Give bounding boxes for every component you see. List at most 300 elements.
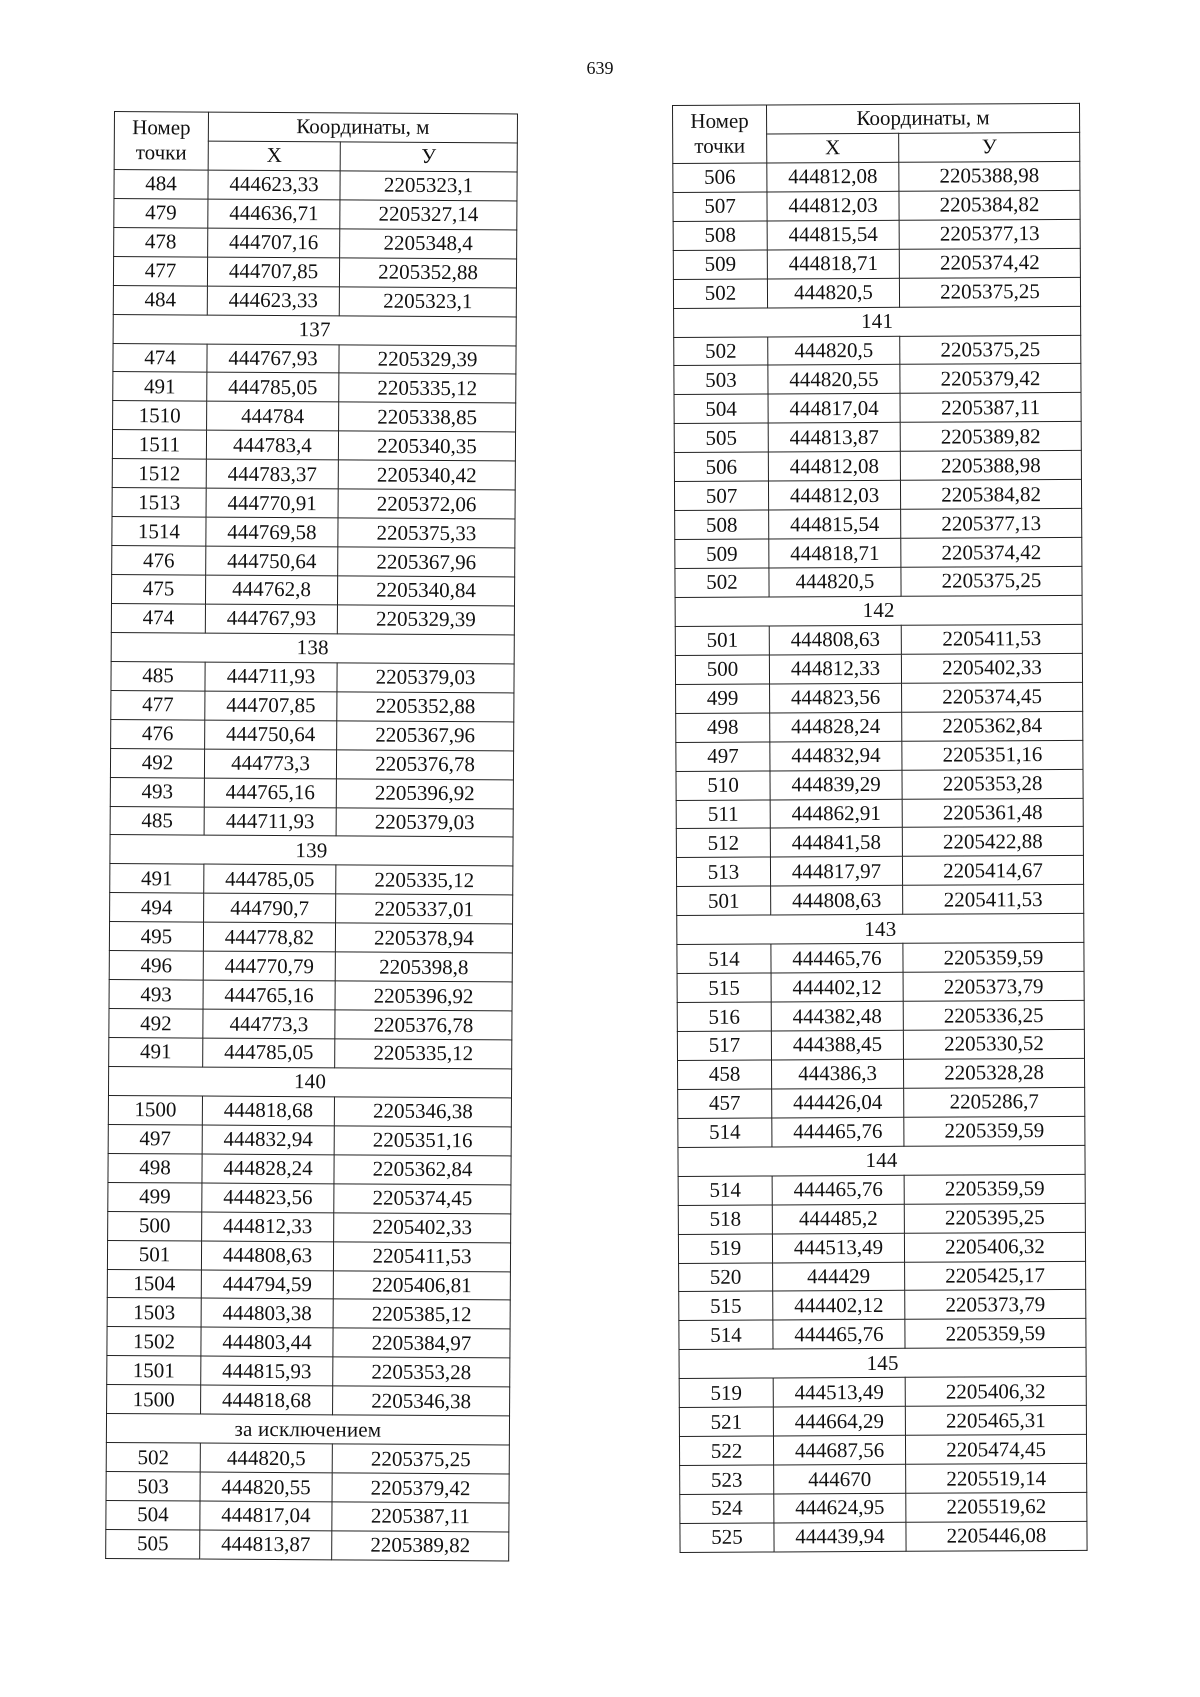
table-row <box>114 198 517 229</box>
table-row <box>677 1000 1084 1031</box>
point-number-cell: 516 <box>677 1002 771 1031</box>
y-coordinate-cell: 2205335,12 <box>336 865 513 895</box>
section-label: 138 <box>111 632 514 663</box>
y-coordinate-cell: 2205374,42 <box>901 537 1082 567</box>
y-coordinate-cell: 2205373,79 <box>903 971 1084 1001</box>
table-row <box>680 1521 1087 1552</box>
point-number-cell: 493 <box>110 777 204 807</box>
y-coordinate-cell: 2205379,42 <box>900 364 1081 394</box>
point-number-cell: 525 <box>680 1523 774 1552</box>
table-row <box>109 1037 512 1068</box>
x-coordinate-cell: 444803,38 <box>201 1298 333 1328</box>
x-coordinate-cell: 444820,5 <box>768 336 900 366</box>
table-row <box>107 1269 510 1300</box>
x-coordinate-cell: 444773,3 <box>204 749 336 779</box>
table-row <box>679 1290 1086 1321</box>
point-number-cell: 500 <box>675 655 769 684</box>
y-coordinate-cell: 2205336,25 <box>903 1000 1084 1030</box>
table-row <box>107 1385 510 1416</box>
y-coordinate-cell: 2205359,59 <box>904 1116 1085 1146</box>
x-coordinate-cell: 444820,55 <box>768 365 900 395</box>
y-coordinate-cell: 2205348,4 <box>340 229 517 259</box>
y-coordinate-cell: 2205286,7 <box>904 1087 1085 1117</box>
y-coordinate-cell: 2205367,96 <box>338 547 515 577</box>
point-number-cell: 515 <box>677 973 771 1002</box>
table-row <box>676 682 1083 713</box>
y-coordinate-cell: 2205372,06 <box>338 489 515 519</box>
table-row <box>676 740 1083 771</box>
y-coordinate-cell: 2205352,88 <box>337 692 514 722</box>
x-coordinate-cell: 444817,97 <box>770 857 902 887</box>
x-coordinate-cell: 444623,33 <box>207 286 339 316</box>
point-number-cell: 492 <box>110 748 204 778</box>
table-row <box>673 219 1080 250</box>
table-row <box>106 1443 509 1474</box>
table-row <box>113 256 516 287</box>
point-number-cell: 492 <box>109 1009 203 1039</box>
header-x: X <box>767 133 899 163</box>
table-row <box>110 893 513 924</box>
table-row <box>106 1472 509 1503</box>
x-coordinate-cell: 444382,48 <box>771 1001 903 1031</box>
table-row <box>112 430 515 461</box>
x-coordinate-cell: 444817,04 <box>768 394 900 424</box>
table-row <box>674 480 1081 511</box>
point-number-cell: 501 <box>107 1240 201 1270</box>
point-number-cell: 493 <box>109 980 203 1010</box>
table-row <box>111 690 514 721</box>
table-row <box>675 566 1082 597</box>
y-coordinate-cell: 2205351,16 <box>334 1126 511 1156</box>
x-coordinate-cell: 444439,94 <box>774 1522 906 1552</box>
x-coordinate-cell: 444767,93 <box>205 604 337 634</box>
point-number-cell: 524 <box>680 1494 774 1523</box>
table-row <box>678 1232 1085 1263</box>
table-row <box>108 1153 511 1184</box>
x-coordinate-cell: 444820,5 <box>767 278 899 308</box>
table-row <box>107 1240 510 1271</box>
y-coordinate-cell: 2205378,94 <box>335 923 512 953</box>
y-coordinate-cell: 2205395,25 <box>904 1203 1085 1233</box>
point-number-cell: 491 <box>110 864 204 894</box>
point-number-cell: 1503 <box>107 1298 201 1328</box>
x-coordinate-cell: 444785,05 <box>204 864 336 894</box>
x-coordinate-cell: 444624,95 <box>774 1493 906 1523</box>
x-coordinate-cell: 444812,08 <box>767 162 899 192</box>
y-coordinate-cell: 2205376,78 <box>336 749 513 779</box>
y-coordinate-cell: 2205398,8 <box>335 952 512 982</box>
x-coordinate-cell: 444839,29 <box>770 770 902 800</box>
x-coordinate-cell: 444762,8 <box>205 575 337 605</box>
section-row <box>111 632 514 663</box>
point-number-cell: 476 <box>111 719 205 749</box>
x-coordinate-cell: 444465,76 <box>773 1320 905 1350</box>
table-row <box>673 161 1080 192</box>
y-coordinate-cell: 2205335,12 <box>339 373 516 403</box>
y-coordinate-cell: 2205376,78 <box>335 1010 512 1040</box>
table-row <box>673 277 1080 308</box>
y-coordinate-cell: 2205367,96 <box>337 721 514 751</box>
x-coordinate-cell: 444790,7 <box>204 893 336 923</box>
point-number-cell: 522 <box>679 1436 773 1465</box>
point-number-cell: 514 <box>678 1176 772 1205</box>
table-row <box>106 1500 509 1531</box>
point-number-cell: 519 <box>679 1378 773 1407</box>
point-number-cell: 499 <box>676 684 770 713</box>
table-row <box>110 806 513 837</box>
x-coordinate-cell: 444513,49 <box>772 1233 904 1263</box>
header-x: X <box>208 141 340 171</box>
x-coordinate-cell: 444812,08 <box>768 452 900 482</box>
x-coordinate-cell: 444808,63 <box>771 886 903 916</box>
y-coordinate-cell: 2205388,98 <box>899 161 1080 191</box>
point-number-cell: 507 <box>673 192 767 221</box>
y-coordinate-cell: 2205340,42 <box>338 460 515 490</box>
point-number-cell: 1511 <box>112 430 206 460</box>
x-coordinate-cell: 444636,71 <box>208 199 340 229</box>
table-row <box>109 980 512 1011</box>
y-coordinate-cell: 2205329,39 <box>337 605 514 635</box>
table-row <box>673 190 1080 221</box>
x-coordinate-cell: 444765,16 <box>204 778 336 808</box>
point-number-cell: 514 <box>677 944 771 973</box>
x-coordinate-cell: 444623,33 <box>208 170 340 200</box>
x-coordinate-cell: 444841,58 <box>770 828 902 858</box>
x-coordinate-cell: 444707,16 <box>208 228 340 258</box>
y-coordinate-cell: 2205379,03 <box>336 807 513 837</box>
table-row <box>109 922 512 953</box>
table-row <box>678 1116 1085 1147</box>
x-coordinate-cell: 444707,85 <box>207 257 339 287</box>
table-row <box>674 335 1081 366</box>
y-coordinate-cell: 2205388,98 <box>900 451 1081 481</box>
coordinates-table-left <box>105 111 518 1561</box>
table-row <box>109 951 512 982</box>
x-coordinate-cell: 444783,37 <box>206 459 338 489</box>
section-label: 143 <box>677 914 1084 945</box>
y-coordinate-cell: 2205446,08 <box>906 1521 1087 1551</box>
page-number: 639 <box>586 58 614 78</box>
y-coordinate-cell: 2205379,42 <box>332 1473 509 1503</box>
y-coordinate-cell: 2205384,97 <box>333 1328 510 1358</box>
x-coordinate-cell: 444784 <box>207 401 339 431</box>
table-row <box>112 459 515 490</box>
table-row <box>112 546 515 577</box>
y-coordinate-cell: 2205396,92 <box>336 778 513 808</box>
y-coordinate-cell: 2205387,11 <box>332 1502 509 1532</box>
header-coordinates: Координаты, м <box>767 103 1080 134</box>
y-coordinate-cell: 2205362,84 <box>902 711 1083 741</box>
point-number-cell: 1504 <box>107 1269 201 1299</box>
point-number-cell: 520 <box>679 1262 773 1291</box>
table-row <box>678 1087 1085 1118</box>
table-row <box>113 343 516 374</box>
table-row <box>674 364 1081 395</box>
point-number-cell: 1500 <box>107 1385 201 1415</box>
y-coordinate-cell: 2205519,14 <box>906 1463 1087 1493</box>
point-number-cell: 509 <box>673 250 767 279</box>
x-coordinate-cell: 444813,87 <box>768 423 900 453</box>
x-coordinate-cell: 444815,54 <box>767 220 899 250</box>
y-coordinate-cell: 2205374,45 <box>902 682 1083 712</box>
table-row <box>675 653 1082 684</box>
x-coordinate-cell: 444465,76 <box>772 1117 904 1147</box>
point-number-cell: 458 <box>678 1060 772 1089</box>
x-coordinate-cell: 444815,93 <box>201 1356 333 1386</box>
x-coordinate-cell: 444769,58 <box>206 517 338 547</box>
point-number-cell: 497 <box>676 742 770 771</box>
y-coordinate-cell: 2205519,62 <box>906 1492 1087 1522</box>
point-number-cell: 513 <box>676 857 770 886</box>
section-row <box>678 1145 1085 1176</box>
point-number-cell: 500 <box>108 1211 202 1241</box>
point-number-cell: 503 <box>674 365 768 394</box>
y-coordinate-cell: 2205359,59 <box>903 943 1084 973</box>
table-row <box>106 1529 509 1560</box>
x-coordinate-cell: 444803,44 <box>201 1327 333 1357</box>
table-row <box>111 719 514 750</box>
x-coordinate-cell: 444794,59 <box>201 1270 333 1300</box>
point-number-cell: 484 <box>113 285 207 315</box>
x-coordinate-cell: 444808,63 <box>769 625 901 655</box>
y-coordinate-cell: 2205375,25 <box>901 566 1082 596</box>
point-number-cell: 497 <box>108 1124 202 1154</box>
y-coordinate-cell: 2205353,28 <box>333 1357 510 1387</box>
header-point-number: Номер точки <box>673 105 767 163</box>
y-coordinate-cell: 2205425,17 <box>905 1261 1086 1291</box>
x-coordinate-cell: 444711,93 <box>204 807 336 837</box>
y-coordinate-cell: 2205351,16 <box>902 740 1083 770</box>
x-coordinate-cell: 444818,71 <box>767 249 899 279</box>
table-body-right <box>673 161 1087 1552</box>
y-coordinate-cell: 2205362,84 <box>334 1155 511 1185</box>
y-coordinate-cell: 2205384,82 <box>899 190 1080 220</box>
y-coordinate-cell: 2205389,82 <box>332 1531 509 1561</box>
x-coordinate-cell: 444465,76 <box>772 1175 904 1205</box>
table-row <box>111 574 514 605</box>
y-coordinate-cell: 2205389,82 <box>900 422 1081 452</box>
x-coordinate-cell: 444664,29 <box>773 1406 905 1436</box>
y-coordinate-cell: 2205338,85 <box>339 402 516 432</box>
x-coordinate-cell: 444812,33 <box>769 654 901 684</box>
table-row <box>676 856 1083 887</box>
y-coordinate-cell: 2205387,11 <box>900 393 1081 423</box>
x-coordinate-cell: 444707,85 <box>205 691 337 721</box>
y-coordinate-cell: 2205359,59 <box>904 1174 1085 1204</box>
table-row <box>676 711 1083 742</box>
table-row <box>675 537 1082 568</box>
table-row <box>677 943 1084 974</box>
y-coordinate-cell: 2205402,33 <box>334 1212 511 1242</box>
x-coordinate-cell: 444785,05 <box>207 373 339 403</box>
x-coordinate-cell: 444670 <box>774 1464 906 1494</box>
y-coordinate-cell: 2205396,92 <box>335 981 512 1011</box>
y-coordinate-cell: 2205353,28 <box>902 769 1083 799</box>
section-row <box>106 1414 509 1445</box>
section-label: 145 <box>679 1348 1086 1379</box>
point-number-cell: 504 <box>674 394 768 423</box>
header-coordinates: Координаты, м <box>208 112 517 143</box>
x-coordinate-cell: 444820,55 <box>200 1472 332 1502</box>
x-coordinate-cell: 444817,04 <box>200 1501 332 1531</box>
point-number-cell: 485 <box>111 661 205 691</box>
y-coordinate-cell: 2205352,88 <box>339 258 516 288</box>
x-coordinate-cell: 444862,91 <box>770 799 902 829</box>
table-row <box>675 508 1082 539</box>
table-row <box>108 1211 511 1242</box>
point-number-cell: 511 <box>676 799 770 828</box>
table-row <box>111 661 514 692</box>
x-coordinate-cell: 444818,68 <box>201 1385 333 1415</box>
x-coordinate-cell: 444808,63 <box>201 1241 333 1271</box>
table-row <box>113 401 516 432</box>
table-row <box>674 393 1081 424</box>
x-coordinate-cell: 444823,56 <box>202 1183 334 1213</box>
x-coordinate-cell: 444815,54 <box>769 509 901 539</box>
section-label: 139 <box>110 835 513 866</box>
header-y: У <box>899 132 1080 162</box>
section-label: 142 <box>675 595 1082 626</box>
y-coordinate-cell: 2205359,59 <box>905 1319 1086 1349</box>
x-coordinate-cell: 444832,94 <box>770 741 902 771</box>
x-coordinate-cell: 444773,3 <box>203 1009 335 1039</box>
y-coordinate-cell: 2205406,32 <box>905 1377 1086 1407</box>
y-coordinate-cell: 2205411,53 <box>333 1241 510 1271</box>
point-number-cell: 505 <box>674 423 768 452</box>
section-row <box>677 914 1084 945</box>
point-number-cell: 498 <box>108 1153 202 1183</box>
header-point-number: Номер точки <box>114 112 208 170</box>
point-number-cell: 517 <box>677 1031 771 1060</box>
table-row <box>108 1095 511 1126</box>
point-number-cell: 504 <box>106 1500 200 1530</box>
table-row <box>680 1492 1087 1523</box>
table-row <box>112 517 515 548</box>
table-row <box>113 285 516 316</box>
x-coordinate-cell: 444711,93 <box>205 662 337 692</box>
section-row <box>675 595 1082 626</box>
table-row <box>679 1406 1086 1437</box>
table-row <box>674 451 1081 482</box>
y-coordinate-cell: 2205337,01 <box>336 894 513 924</box>
point-number-cell: 1512 <box>112 459 206 489</box>
point-number-cell: 477 <box>111 690 205 720</box>
point-number-cell: 1513 <box>112 488 206 518</box>
y-coordinate-cell: 2205374,42 <box>899 248 1080 278</box>
section-row <box>108 1066 511 1097</box>
table-header <box>114 112 517 172</box>
table-row <box>113 372 516 403</box>
point-number-cell: 484 <box>114 169 208 199</box>
point-number-cell: 499 <box>108 1182 202 1212</box>
point-number-cell: 508 <box>675 510 769 539</box>
x-coordinate-cell: 444820,5 <box>769 567 901 597</box>
x-coordinate-cell: 444402,12 <box>773 1291 905 1321</box>
x-coordinate-cell: 444513,49 <box>773 1378 905 1408</box>
y-coordinate-cell: 2205402,33 <box>901 653 1082 683</box>
table-row <box>676 769 1083 800</box>
point-number-cell: 514 <box>678 1118 772 1147</box>
y-coordinate-cell: 2205323,1 <box>339 287 516 317</box>
y-coordinate-cell: 2205375,25 <box>332 1444 509 1474</box>
point-number-cell: 523 <box>680 1465 774 1494</box>
section-label: 137 <box>113 314 516 345</box>
x-coordinate-cell: 444785,05 <box>203 1038 335 1068</box>
y-coordinate-cell: 2205346,38 <box>333 1386 510 1416</box>
y-coordinate-cell: 2205335,12 <box>335 1039 512 1069</box>
table-row <box>114 169 517 200</box>
table-row <box>114 227 517 258</box>
y-coordinate-cell: 2205377,13 <box>899 219 1080 249</box>
x-coordinate-cell: 444818,71 <box>769 538 901 568</box>
point-number-cell: 479 <box>114 198 208 228</box>
x-coordinate-cell: 444828,24 <box>202 1154 334 1184</box>
point-number-cell: 519 <box>678 1234 772 1263</box>
x-coordinate-cell: 444687,56 <box>773 1435 905 1465</box>
table-row <box>112 488 515 519</box>
section-label: 141 <box>674 306 1081 337</box>
y-coordinate-cell: 2205329,39 <box>339 344 516 374</box>
point-number-cell: 1502 <box>107 1327 201 1357</box>
x-coordinate-cell: 444770,79 <box>203 951 335 981</box>
y-coordinate-cell: 2205474,45 <box>905 1434 1086 1464</box>
x-coordinate-cell: 444426,04 <box>772 1088 904 1118</box>
point-number-cell: 494 <box>110 893 204 923</box>
point-number-cell: 521 <box>679 1407 773 1436</box>
point-number-cell: 1501 <box>107 1356 201 1386</box>
table-row <box>680 1463 1087 1494</box>
table-row <box>111 603 514 634</box>
x-coordinate-cell: 444750,64 <box>205 720 337 750</box>
table-row <box>677 971 1084 1002</box>
x-coordinate-cell: 444386,3 <box>772 1059 904 1089</box>
section-label: 144 <box>678 1145 1085 1176</box>
table-row <box>678 1203 1085 1234</box>
table-row <box>679 1261 1086 1292</box>
y-coordinate-cell: 2205406,81 <box>333 1270 510 1300</box>
point-number-cell: 476 <box>112 546 206 576</box>
y-coordinate-cell: 2205330,52 <box>903 1029 1084 1059</box>
point-number-cell: 507 <box>674 481 768 510</box>
table-row <box>107 1298 510 1329</box>
table-row <box>676 798 1083 829</box>
point-number-cell: 491 <box>113 372 207 402</box>
x-coordinate-cell: 444388,45 <box>771 1030 903 1060</box>
y-coordinate-cell: 2205422,88 <box>902 827 1083 857</box>
point-number-cell: 509 <box>675 539 769 568</box>
table-row <box>677 885 1084 916</box>
y-coordinate-cell: 2205385,12 <box>333 1299 510 1329</box>
y-coordinate-cell: 2205384,82 <box>900 480 1081 510</box>
x-coordinate-cell: 444783,4 <box>206 430 338 460</box>
x-coordinate-cell: 444812,03 <box>768 480 900 510</box>
y-coordinate-cell: 2205465,31 <box>905 1406 1086 1436</box>
point-number-cell: 508 <box>673 221 767 250</box>
table-row <box>674 422 1081 453</box>
x-coordinate-cell: 444465,76 <box>771 943 903 973</box>
y-coordinate-cell: 2205375,25 <box>900 335 1081 365</box>
y-coordinate-cell: 2205411,53 <box>903 885 1084 915</box>
x-coordinate-cell: 444485,2 <box>772 1204 904 1234</box>
table-row <box>676 827 1083 858</box>
y-coordinate-cell: 2205327,14 <box>340 200 517 230</box>
x-coordinate-cell: 444402,12 <box>771 972 903 1002</box>
table-row <box>677 1029 1084 1060</box>
point-number-cell: 502 <box>673 279 767 308</box>
x-coordinate-cell: 444832,94 <box>202 1125 334 1155</box>
table-row <box>675 624 1082 655</box>
table-row <box>110 777 513 808</box>
